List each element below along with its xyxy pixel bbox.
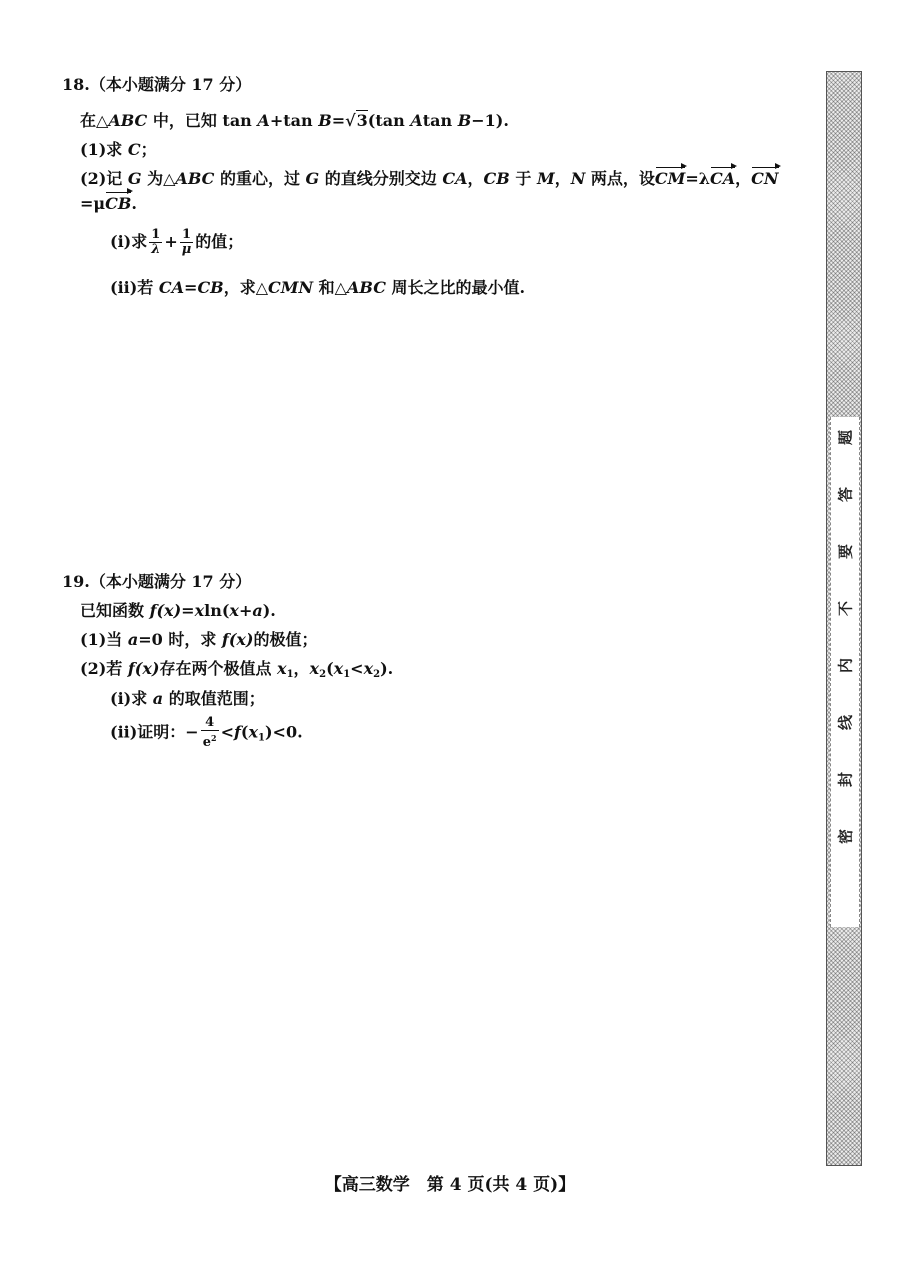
q19-part2: (2)若 f(x)存在两个极值点 $x_1$，$x_2(x_1<x_2)$. xyxy=(80,659,394,680)
seal-char: 线 xyxy=(836,715,855,731)
fraction-1-mu: $\frac{1}{\mu}$ xyxy=(181,227,192,257)
q18-sub-ii: (ii)若 CA=CB，求△CMN 和△ABC 周长之比的最小值. xyxy=(110,278,526,297)
vector-ca: CA xyxy=(709,169,736,188)
vector-cn: CN xyxy=(751,169,779,188)
seal-char: 不 xyxy=(836,601,855,617)
seal-char: 要 xyxy=(836,544,855,560)
q19-part1: (1)当 a=0 时，求 f(x)的极值； xyxy=(80,630,318,649)
fraction-4-e2: $\frac{4}{e^2}$ xyxy=(202,715,217,750)
page-footer: 【高三数学 第 4 页(共 4 页)】 xyxy=(324,1175,576,1195)
q18-header: 18.（本小题满分 17 分） xyxy=(62,75,252,94)
seal-char: 内 xyxy=(836,658,855,674)
seal-line-text-area xyxy=(830,417,860,927)
q18-part2-cont: =μCB. xyxy=(80,194,137,213)
seal-char: 封 xyxy=(836,772,855,788)
q18-part1: (1)求 C； xyxy=(80,140,157,159)
vector-cm: CM xyxy=(654,169,686,188)
vector-cb: CB xyxy=(105,194,132,213)
q18-part2: (2)记 G 为△ABC 的重心，过 G 的直线分别交边 CA，CB 于 M，N 两点，设CM=λCA，CN xyxy=(80,169,779,188)
q19-sub-i: (i)求 a 的取值范围； xyxy=(110,689,265,708)
seal-char: 题 xyxy=(836,430,855,446)
q19-header: 19.（本小题满分 17 分） xyxy=(62,572,252,591)
seal-char: 密 xyxy=(836,829,855,845)
fraction-1-lambda: $\frac{1}{\lambda}$ xyxy=(151,227,161,257)
q18-intro: 在△ABC 中，已知 tan A+tan B=√3(tan Atan B−1). xyxy=(80,111,509,130)
seal-line-strip xyxy=(826,71,862,1166)
sqrt-sign: √ xyxy=(345,111,356,130)
seal-char: 答 xyxy=(836,487,855,503)
q19-intro: 已知函数 f(x)=xln(x+a). xyxy=(80,601,276,620)
q18-sub-i: (i)求 $\frac{1}{\lambda}$ + $\frac{1}{\mu}$ 的值； xyxy=(110,227,244,257)
q19-sub-ii: (ii)证明：− $\frac{4}{e^2}$ $<f(x_1)<0$. xyxy=(110,715,303,750)
